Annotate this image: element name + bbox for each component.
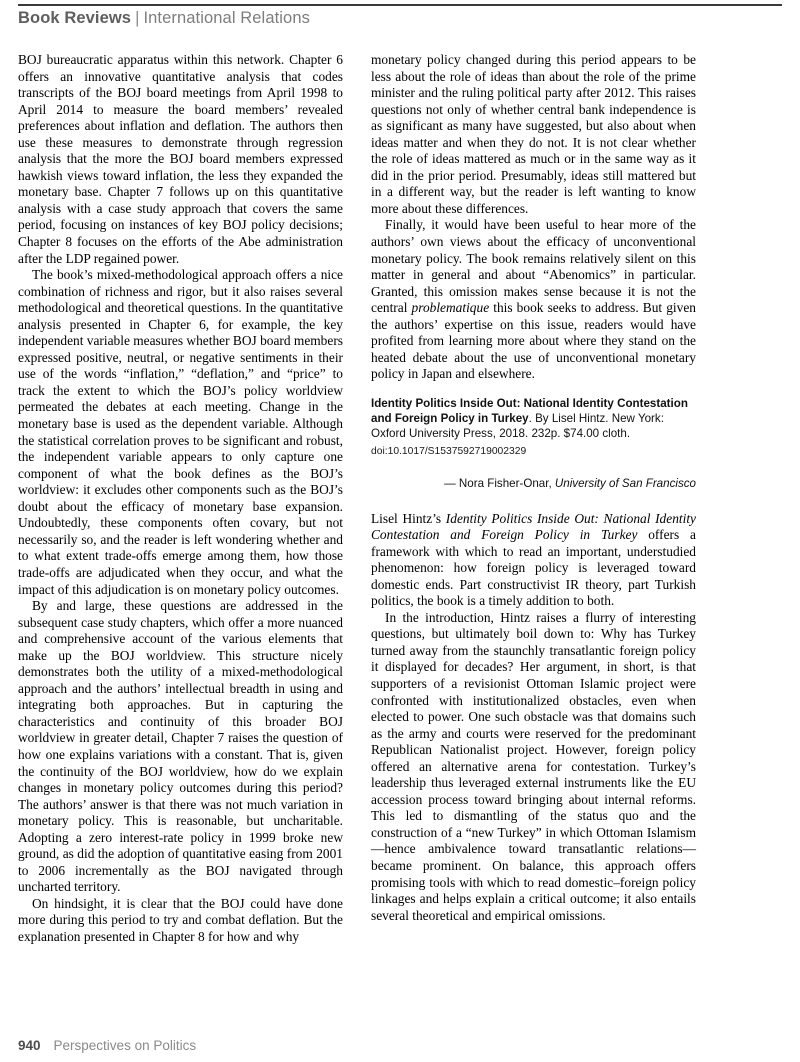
running-head-section: International Relations <box>143 9 310 27</box>
book-headnote <box>371 383 696 442</box>
italic-term-problematique: problematique <box>411 300 490 316</box>
column-right <box>371 52 696 1017</box>
page-number: 940 <box>18 1038 41 1053</box>
book-title: Identity Politics Inside Out: National Identity Contestation and Foreign Policy in Turkey <box>371 396 688 426</box>
paragraph-text-lead: Finally, it would have been useful to hear more of the authors’ own views about the efficacy of unconventional monetary policy. The book remains relatively silent on this matter in general and about “Abenomics” in particular. Granted, this omission makes sense because it is not the central <box>371 217 696 316</box>
paragraph: By and large, these questions are addressed in the subsequent case study chapters, which offer a more nuanced and comprehensive account of the various elements that make up the BOJ worldview. This structure nicely demonstrates both the utility of a mixed-methodological approach and the authors’ intellectual breadth in using and integrating both approaches. But in capturing the characteristics and continuity of this broader BOJ worldview in greater detail, Chapter 7 raises the question of how one explains variations with a constant. That is, given the continuity of the BOJ worldview, how do we explain changes in monetary policy outcomes during this period? The authors’ answer is that there was not much variation in monetary policy. This is reasonable, but uncharitable. Adopting a zero interest-rate policy in 1999 broke new ground, as did the adoption of quantitative easing from 2001 to 2006 incrementally as the BOJ navigated through uncharted territory. <box>18 598 343 895</box>
running-head-separator: | <box>135 9 140 27</box>
paragraph-continued: BOJ bureaucratic apparatus within this network. Chapter 6 offers an innovative quantitative analysis that codes transcripts of the BOJ board meetings from April 1998 to April 2014 to measure the board members’ revealed preferences about inflation and deflation. The authors then use these measures to demonstrate through regression analysis that the more the BOJ board members expressed hawkish views toward inflation, the less they expanded the monetary base. Chapter 7 follows up on this quantitative analysis with a case study approach that covers the same period, focusing on instances of key BOJ policy decisions; Chapter 8 focuses on the efforts of the Abe administration after the LDP regained power. <box>18 52 343 266</box>
body-columns <box>18 52 782 1017</box>
paragraph: The book’s mixed-methodological approach offers a nice combination of richness and rigor, but it also raises several methodological and theoretical questions. In the quantitative analysis presented in Chapter 6, for example, the key independent variable measures whether BOJ board members expressed positive, neutral, or negative sentiments in their use of the words “inflation,” “deflation,” and “price” to track the extent to which the BOJ’s policy worldview permeated the debates at each meeting. Change in the monetary base is used as the dependent variable. Although the statistical correlation proves to be significant and robust, the independent variable appears to only capture one component of what the book defines as the BOJ’s worldview: it excludes other components such as the BOJ’s doubt about the efficacy of monetary base expansion. Undoubtedly, these components often covary, but not necessarily so, and the reader is left wondering whether and to what extent trade-offs emerge among them, how those trade-offs are adjudicated when they occur, and what the impact of this adjudication is on monetary policy outcomes. <box>18 267 343 597</box>
column-left <box>18 52 343 1017</box>
paragraph-with-italic <box>371 217 696 382</box>
reviewer-name: Nora Fisher-Onar, <box>458 476 555 490</box>
reviewer-attribution <box>371 458 696 511</box>
review-lead-text: Lisel Hintz’s <box>371 510 446 526</box>
review-rest-text: offers a framework with which to read an important, understudied phenomenon: how foreign policy is leveraged toward domestic ends. Part constructivist IR theory, part Turkish politics, the book is a timely addition to both. <box>371 527 696 609</box>
running-head-title: Book Reviews <box>18 9 132 27</box>
doi-line: doi:10.1017/S1537592719002329 <box>371 445 527 457</box>
paragraph: On hindsight, it is clear that the BOJ could have done more during this period to try and combat deflation. But the explanation presented in Chapter 8 for how and why <box>18 895 343 944</box>
reviewer-dash: — <box>444 476 459 490</box>
running-head <box>18 9 310 28</box>
review-opening-paragraph <box>371 511 696 610</box>
paragraph: In the introduction, Hintz raises a flurry of interesting questions, but ultimately boil down to: Why has Turkey turned away from the staunchly transatlantic foreign policy it displayed for decades? Her argument, in short, is that supporters of a revisionist Ottoman Islamic project were confronted with institutionalized obstacles, even when elected to power. One such obstacle was that domains such as the army and courts were reserved for the predominant Republican Nationalist project. However, foreign policy offered an alternative arena for contestation. Turkey’s leadership thus leveraged external instruments like the EU accession process toward bringing about internal reforms. This led to dismantling of the status quo and the construction of a “new Turkey” in which Ottoman Islamism—hence ambivalence toward transatlantic relations—became prominent. On balance, this approach offers promising tools with which to read domestic–foreign policy linkages and helps explain a critical outcome; it also entails several theoretical and empirical omissions. <box>371 609 696 923</box>
paragraph-text-rest: this book seeks to address. But given the authors’ expertise on this issue, readers would have profited from learning more about where they stand on the heated debate about the use of unconventional monetary policy in Japan and elsewhere. <box>371 300 696 382</box>
book-publication-info: . By Lisel Hintz. New York: Oxford University Press, 2018. 232p. $74.00 cloth. <box>371 412 664 441</box>
journal-name: Perspectives on Politics <box>53 1038 197 1053</box>
italic-book-title: Identity Politics Inside Out: National Identity Contestation and Foreign Policy in Turkey <box>371 510 696 543</box>
header-rule <box>18 4 782 6</box>
page-footer <box>18 1038 196 1053</box>
paragraph-continued: monetary policy changed during this period appears to be less about the role of ideas than about the role of the prime minister and the ruling political party after 2012. This raises questions not only of whether central bank independence is as significant as many have suggested, but also about when ideas matter and when they do not. It is not clear whether the role of ideas mattered as much or in the same way as it did in the prior period. Presumably, ideas still mattered but in a different way, but the reader is left wanting to know more about these differences. <box>371 52 696 216</box>
reviewer-affiliation: University of San Francisco <box>554 476 696 490</box>
